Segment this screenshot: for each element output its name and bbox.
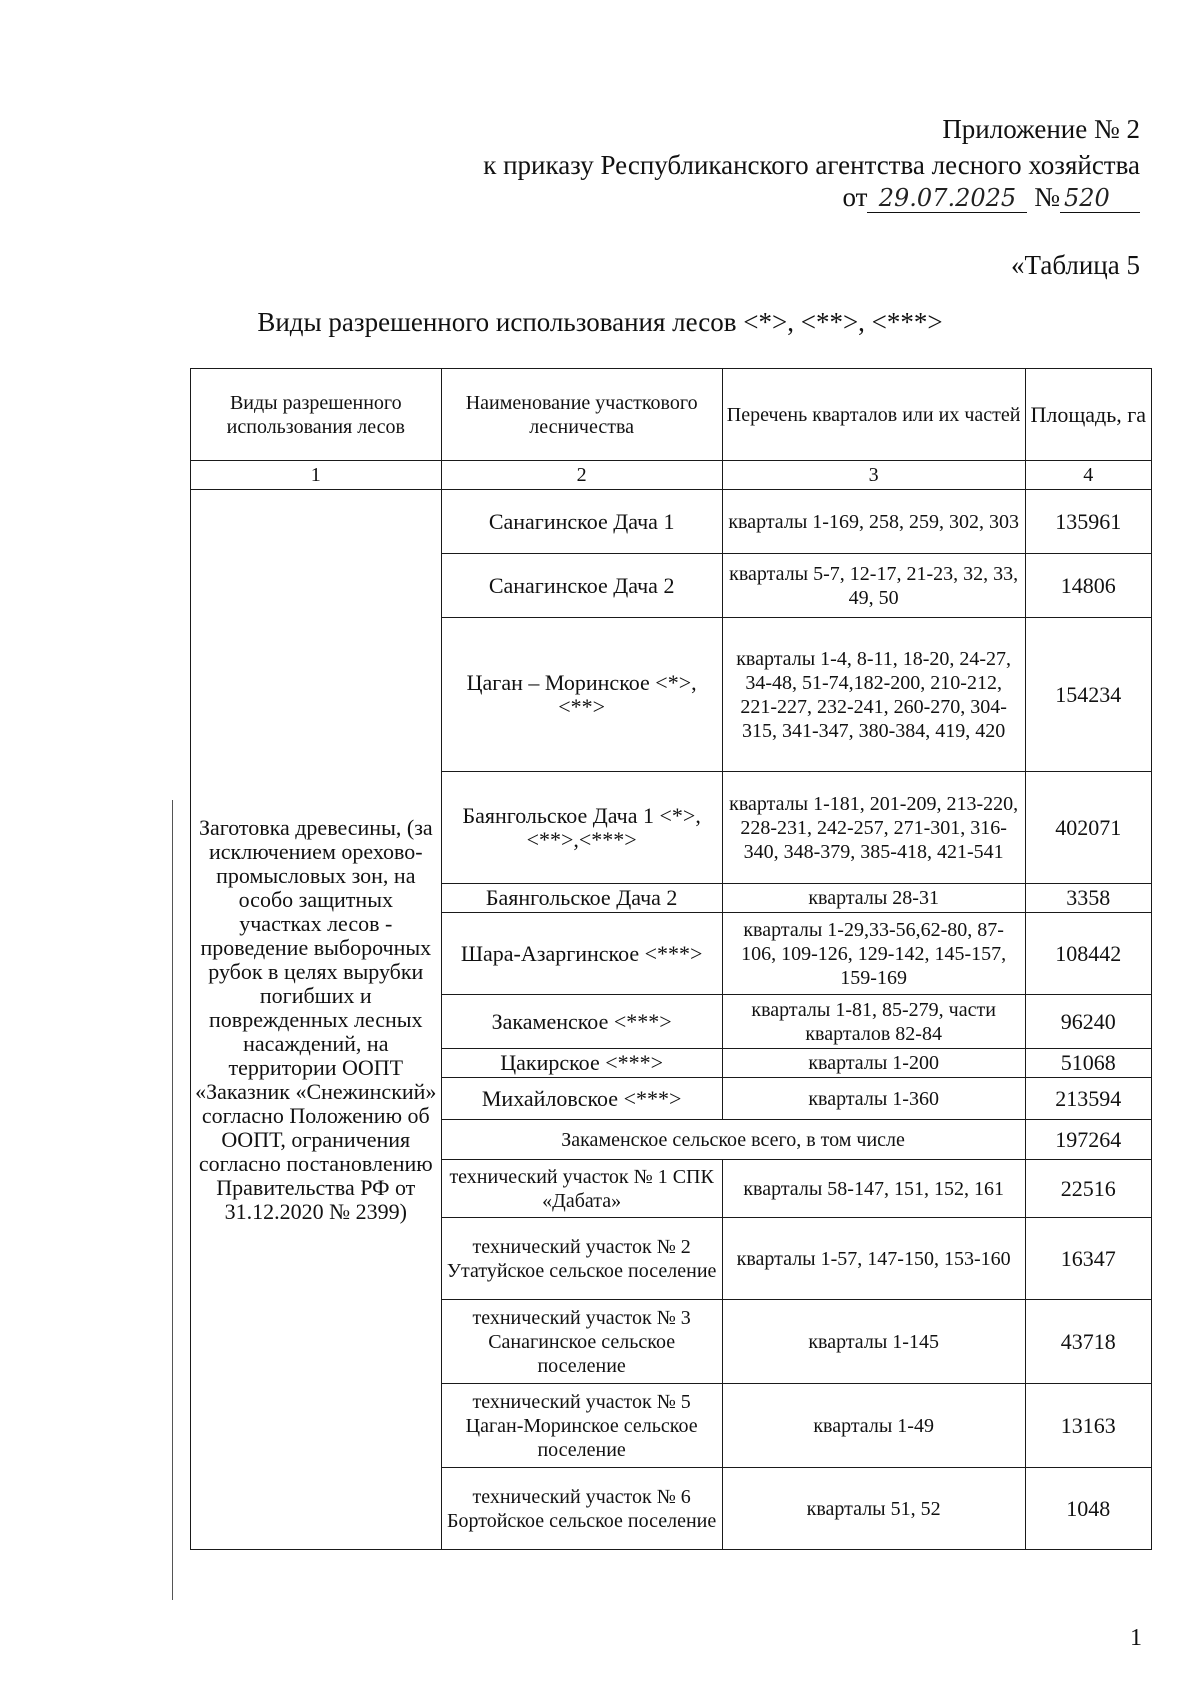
quarters-list: кварталы 1-29,33-56,62-80, 87-106, 109-126, 129-142, 145-157, 159-169 [722,913,1025,995]
tech-site-name: технический участок № 3 Санагинское сельское поселение [441,1300,722,1384]
order-reference: к приказу Республиканского агентства лесного хозяйства [483,150,1140,180]
forestry-name: Санагинское Дача 2 [441,554,722,618]
order-date-line [843,180,1140,214]
handwritten-date: 29.07.2025 [867,184,1027,213]
quarters-list: кварталы 1-200 [722,1049,1025,1078]
page-title: Виды разрешенного использования лесов <*>, <**>, <***> [257,307,943,337]
area-value: 96240 [1025,995,1151,1049]
area-value: 3358 [1025,884,1151,913]
area-value: 51068 [1025,1049,1151,1078]
area-value: 154234 [1025,618,1151,772]
quarters-list: кварталы 5-7, 12-17, 21-23, 32, 33, 49, 50 [722,554,1025,618]
column-number: 1 [191,461,442,490]
page-number: 1 [1130,1625,1142,1651]
forestry-name: Баянгольское Дача 2 [441,884,722,913]
tech-site-name: технический участок № 6 Бортойское сельское поселение [441,1468,722,1550]
quarters-list: кварталы 1-145 [722,1300,1025,1384]
quarters-list: кварталы 51, 52 [722,1468,1025,1550]
area-value: 108442 [1025,913,1151,995]
quarters-list: кварталы 1-181, 201-209, 213-220, 228-231, 242-257, 271-301, 316-340, 348-379, 385-418, 421-541 [722,772,1025,884]
table-row [191,490,1152,554]
forestry-name: Закаменское <***> [441,995,722,1049]
area-value: 135961 [1025,490,1151,554]
tech-site-name: технический участок № 1 СПК «Дабата» [441,1160,722,1218]
forestry-name: Шара-Азаргинское <***> [441,913,722,995]
quarters-list: кварталы 58-147, 151, 152, 161 [722,1160,1025,1218]
area-value: 43718 [1025,1300,1151,1384]
column-number: 3 [722,461,1025,490]
subtotal-label: Закаменское сельское всего, в том числе [441,1120,1025,1160]
table-header-row [191,369,1152,461]
area-value: 402071 [1025,772,1151,884]
scan-margin-line [172,800,173,1600]
forestry-name: Баянгольское Дача 1 <*>,<**>,<***> [441,772,722,884]
column-number-row [191,461,1152,490]
header-cell: Перечень кварталов или их частей [722,369,1025,461]
area-value: 22516 [1025,1160,1151,1218]
forestry-name: Михайловское <***> [441,1078,722,1120]
header-cell: Площадь, га [1025,369,1151,461]
forestry-name: Цаган – Моринское <*>,<**> [441,618,722,772]
number-prefix: № [1034,182,1060,212]
header-cell: Виды разрешенного использования лесов [191,369,442,461]
area-value: 16347 [1025,1218,1151,1300]
tech-site-name: технический участок № 2 Утатуйское сельское поселение [441,1218,722,1300]
use-type-cell: Заготовка древесины, (за исключением орехово-промысловых зон, на особо защитных участках лесов - проведение выборочных рубок в целях вырубки погибших и поврежденных лесных насаждений, на территории ООПТ «Заказник «Снежинский» согласно Положению об ООПТ, ограничения согласно постановлению Правительства РФ от 31.12.2020 № 2399) [191,490,442,1550]
quarters-list: кварталы 1-57, 147-150, 153-160 [722,1218,1025,1300]
quarters-list: кварталы 1-360 [722,1078,1025,1120]
handwritten-number: 520 [1060,184,1140,213]
table-label: «Таблица 5 [1011,250,1140,280]
quarters-list: кварталы 1-169, 258, 259, 302, 303 [722,490,1025,554]
area-value: 14806 [1025,554,1151,618]
date-prefix: от [842,182,868,212]
forest-use-table [190,368,1152,1550]
forestry-name: Цакирское <***> [441,1049,722,1078]
quarters-list: кварталы 1-49 [722,1384,1025,1468]
column-number: 4 [1025,461,1151,490]
quarters-list: кварталы 1-4, 8-11, 18-20, 24-27, 34-48, 51-74,182-200, 210-212, 221-227, 232-241, 260-270, 304-315, 341-347, 380-384, 419, 420 [722,618,1025,772]
area-value: 213594 [1025,1078,1151,1120]
area-value: 13163 [1025,1384,1151,1468]
area-value: 1048 [1025,1468,1151,1550]
tech-site-name: технический участок № 5 Цаган-Моринское сельское поселение [441,1384,722,1468]
column-number: 2 [441,461,722,490]
quarters-list: кварталы 1-81, 85-279, части кварталов 82-84 [722,995,1025,1049]
subtotal-area: 197264 [1025,1120,1151,1160]
appendix-title: Приложение № 2 [942,114,1140,144]
header-cell: Наименование участкового лесничества [441,369,722,461]
quarters-list: кварталы 28-31 [722,884,1025,913]
forestry-name: Санагинское Дача 1 [441,490,722,554]
